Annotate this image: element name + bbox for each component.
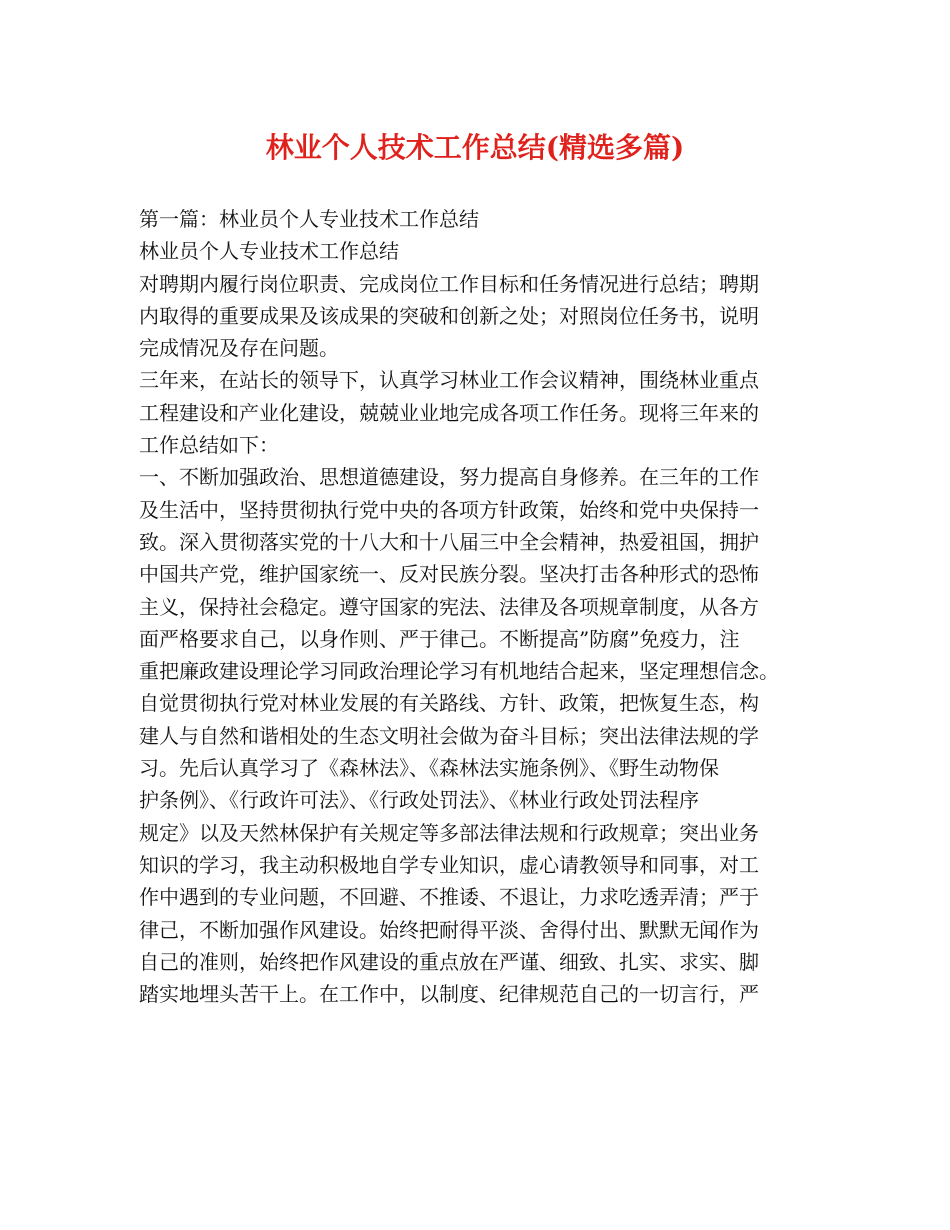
text-line: 第一篇：林业员个人专业技术工作总结 <box>139 207 479 231</box>
text-line: 工作总结如下： <box>139 433 279 458</box>
text-line: 重把廉政建设理论学习同政治理论学习有机地结合起来，坚定理想信念。 <box>139 659 779 684</box>
text-line: 自觉贯彻执行党对林业发展的有关路线、方针、政策，把恢复生态，构 <box>139 691 759 716</box>
text-line: 完成情况及存在问题。 <box>139 336 339 361</box>
text-line: 林业员个人专业技术工作总结 <box>139 239 399 264</box>
text-line: 对聘期内履行岗位职责、完成岗位工作目标和任务情况进行总结；聘期 <box>139 271 759 296</box>
text-line: 建人与自然和谐相处的生态文明社会做为奋斗目标；突出法律法规的学 <box>139 723 759 748</box>
text-line: 踏实地埋头苦干上。在工作中，以制度、纪律规范自己的一切言行，严 <box>139 982 759 1007</box>
text-line: 护条例》、《行政许可法》、《行政处罚法》、《林业行政处罚法程序 <box>139 788 699 813</box>
text-line: 规定》以及天然林保护有关规定等多部法律法规和行政规章；突出业务 <box>139 820 759 845</box>
text-line: 主义，保持社会稳定。遵守国家的宪法、法律及各项规章制度，从各方 <box>139 594 759 619</box>
text-line: 三年来，在站长的领导下，认真学习林业工作会议精神，围绕林业重点 <box>139 368 759 393</box>
text-line: 致。深入贯彻落实党的十八大和十八届三中全会精神，热爱祖国，拥护 <box>139 529 759 554</box>
document-body <box>139 203 829 1010</box>
document-title: 林业个人技术工作总结(精选多篇) <box>265 131 685 164</box>
text-line: 内取得的重要成果及该成果的突破和创新之处；对照岗位任务书，说明 <box>139 303 759 328</box>
text-line: 及生活中，坚持贯彻执行党中央的各项方针政策，始终和党中央保持一 <box>139 497 759 522</box>
text-line: 一、不断加强政治、思想道德建设，努力提高自身修养。在三年的工作 <box>139 465 759 490</box>
text-line: 律己，不断加强作风建设。始终把耐得平淡、舍得付出、默默无闻作为 <box>139 917 759 942</box>
text-line: 工程建设和产业化建设，兢兢业业地完成各项工作任务。现将三年来的 <box>139 400 759 425</box>
text-line: 中国共产党，维护国家统一、反对民族分裂。坚决打击各种形式的恐怖 <box>139 562 759 587</box>
text-line: 习。先后认真学习了《森林法》、《森林法实施条例》、《野生动物保 <box>139 756 719 781</box>
text-line: 知识的学习，我主动积极地自学专业知识，虚心请教领导和同事，对工 <box>139 852 759 877</box>
text-line: 自己的准则，始终把作风建设的重点放在严谨、细致、扎实、求实、脚 <box>139 949 759 974</box>
text-line: 作中遇到的专业问题，不回避、不推诿、不退让，力求吃透弄清；严于 <box>139 885 759 910</box>
text-line: 面严格要求自己，以身作则、严于律己。不断提高”防腐”免疫力，注 <box>139 626 740 651</box>
